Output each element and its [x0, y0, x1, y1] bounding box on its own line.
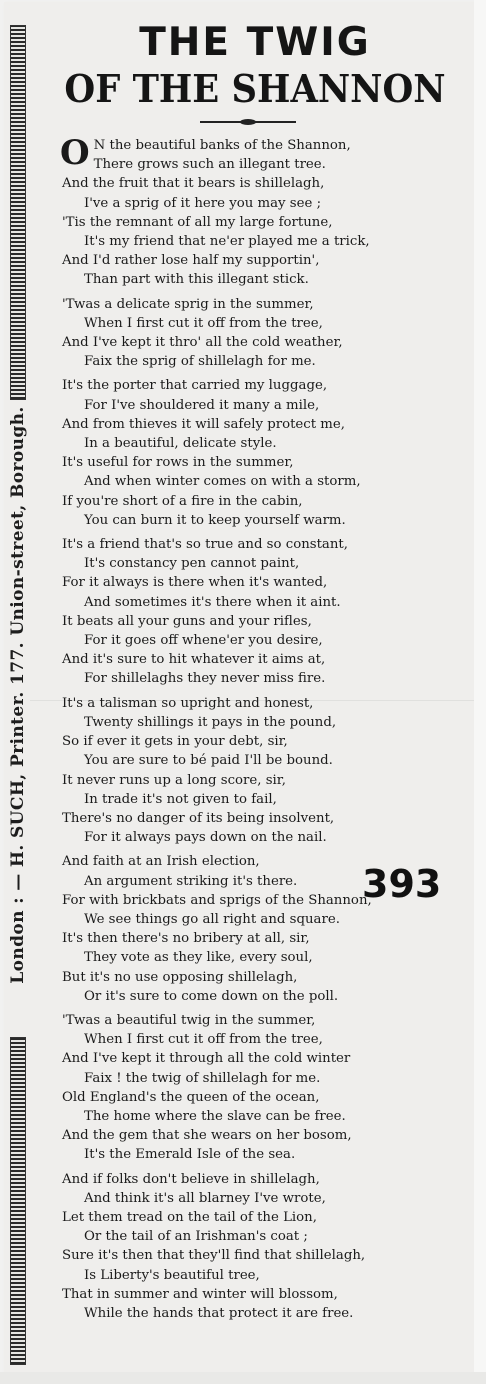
- verse-line: So if ever it gets in your debt, sir,: [62, 734, 288, 750]
- verse-line: It's the Emerald Isle of the sea.: [84, 1147, 296, 1163]
- sheet-number: 393: [362, 862, 442, 906]
- verse-line: And the fruit that it bears is shillelagh,: [62, 176, 325, 192]
- verse-line: Faix the sprig of shillelagh for me.: [84, 354, 316, 370]
- verse-line: And when winter comes on with a storm,: [84, 474, 361, 490]
- verse-line: 'Twas a delicate sprig in the summer,: [62, 296, 314, 312]
- stanza: [62, 694, 464, 848]
- stanza: [60, 133, 464, 290]
- stanza: [62, 1170, 464, 1324]
- stanza: [62, 376, 464, 530]
- verse-line: In a beautiful, delicate style.: [84, 436, 277, 452]
- verse-line: The home where the slave can be free.: [84, 1108, 346, 1124]
- verse-line: That in summer and winter will blossom,: [62, 1286, 338, 1302]
- verse-line-text: N the beautiful banks of the Shannon,: [93, 138, 351, 153]
- title-line-2: OF THE SHANNON: [64, 66, 446, 111]
- verse-line: Let them tread on the tail of the Lion,: [62, 1209, 317, 1225]
- page-margin: [474, 0, 486, 1384]
- poem-text: [60, 133, 464, 1328]
- verse-line: 'Twas a beautiful twig in the summer,: [62, 1012, 316, 1028]
- verse-line: But it's no use opposing shillelagh,: [62, 969, 298, 985]
- verse-line: Sure it's then that they'll find that shillelagh,: [62, 1248, 366, 1264]
- page-bottom-edge: [0, 1372, 486, 1384]
- verse-line: There grows such an illegant tree.: [93, 157, 326, 173]
- verse-line: It's my friend that ne'er played me a trick,: [84, 234, 370, 250]
- verse-line: And from thieves it will safely protect me,: [62, 416, 346, 432]
- printer-imprint-box: [4, 392, 32, 997]
- verse-line: It's the porter that carried my luggage,: [62, 378, 328, 394]
- ornament-top: [10, 25, 26, 400]
- verse-line: There's no danger of its being insolvent,: [62, 810, 335, 826]
- verse-line: It's constancy pen cannot paint,: [84, 556, 300, 572]
- verse-line: Faix ! the twig of shillelagh for me.: [84, 1070, 321, 1086]
- verse-line: Twenty shillings it pays in the pound,: [84, 714, 337, 730]
- verse-line: And the gem that she wears on her bosom,: [62, 1128, 352, 1144]
- stanza: [62, 535, 464, 689]
- verse-line: And it's sure to hit whatever it aims at,: [62, 652, 326, 668]
- verse-line: It beats all your guns and your rifles,: [62, 613, 312, 629]
- verse-line: For with brickbats and sprigs of the Shannon,: [62, 892, 372, 908]
- verse-line: Old England's the queen of the ocean,: [62, 1089, 320, 1105]
- verse-line: For it always pays down on the nail.: [84, 830, 327, 846]
- verse-line: And if folks don't believe in shillelagh,: [62, 1171, 320, 1187]
- verse-line: Or it's sure to come down on the poll.: [84, 988, 339, 1004]
- verse-line: And sometimes it's there when it aint.: [84, 594, 341, 610]
- stanza: [62, 1011, 464, 1165]
- verse-line: When I first cut it off from the tree,: [84, 1032, 323, 1048]
- verse-line: We see things go all right and square.: [84, 911, 340, 927]
- verse-line: And think it's all blarney I've wrote,: [84, 1190, 326, 1206]
- verse-line: When I first cut it off from the tree,: [84, 315, 323, 331]
- verse-line: You are sure to bé paid I'll be bound.: [84, 753, 333, 769]
- verse-line: And I'd rather lose half my supportin',: [62, 253, 320, 269]
- printer-imprint: London : — H. SUCH, Printer. 177. Union-street, Borough.: [8, 405, 28, 984]
- verse-line: For it always is there when it's wanted,: [62, 575, 328, 591]
- verse-line: It's a friend that's so true and so constant,: [62, 537, 348, 553]
- verse-line: It's then there's no bribery at all, sir,: [62, 931, 310, 947]
- verse-line: 'Tis the remnant of all my large fortune,: [62, 214, 333, 230]
- ornament-bottom: [10, 1037, 26, 1365]
- verse-line: In trade it's not given to fail,: [84, 791, 277, 807]
- verse-line: Is Liberty's beautiful tree,: [84, 1267, 260, 1283]
- verse-line: If you're short of a fire in the cabin,: [62, 493, 303, 509]
- verse-line: An argument striking it's there.: [84, 873, 298, 889]
- verse-line: While the hands that protect it are free.: [84, 1305, 354, 1321]
- verse-line: It never runs up a long score, sir,: [62, 772, 286, 788]
- stanza: [62, 295, 464, 372]
- verse-line: Or the tail of an Irishman's coat ;: [84, 1229, 308, 1245]
- verse-line: For it goes off whene'er you desire,: [84, 633, 323, 649]
- title-line-1: THE TWIG: [139, 20, 371, 65]
- verse-line: You can burn it to keep yourself warm.: [84, 512, 346, 528]
- verse-line: It's a talisman so upright and honest,: [62, 695, 314, 711]
- verse-line: And I've kept it through all the cold winter: [62, 1051, 351, 1067]
- verse-line: And faith at an Irish election,: [62, 854, 260, 870]
- drop-cap: O: [60, 133, 90, 173]
- verse-line: And I've kept it thro' all the cold weather,: [62, 335, 343, 351]
- verse-line: For shillelaghs they never miss fire.: [84, 671, 326, 687]
- verse-line: I've a sprig of it here you may see ;: [84, 195, 322, 211]
- verse-line: For I've shouldered it many a mile,: [84, 397, 320, 413]
- verse-line: Than part with this illegant stick.: [84, 272, 309, 288]
- verse-line: They vote as they like, every soul,: [84, 950, 313, 966]
- verse-line: It's useful for rows in the summer,: [62, 455, 294, 471]
- title-divider: [200, 121, 296, 123]
